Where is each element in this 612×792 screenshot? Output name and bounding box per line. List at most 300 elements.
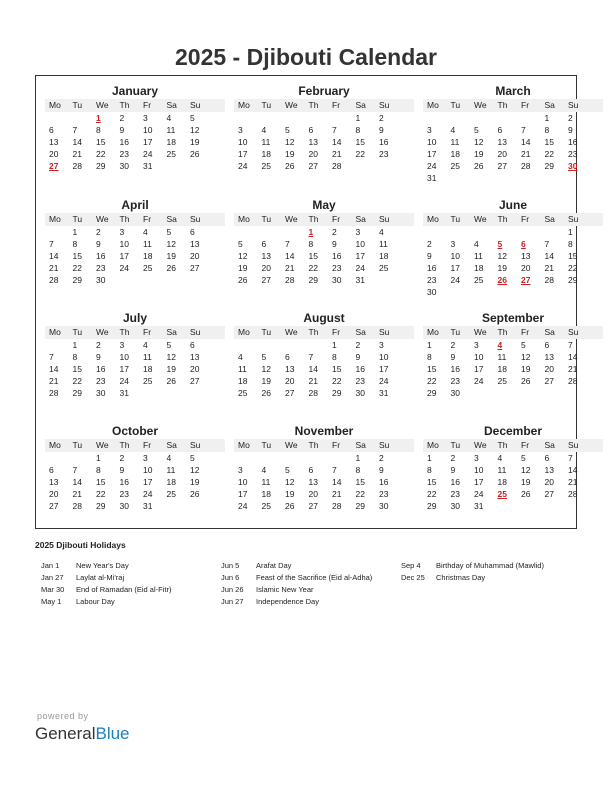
day-cell: 31 [355,275,365,285]
day-cell: 1 [427,453,432,463]
day-cell: 11 [143,239,152,249]
day-cell: 12 [190,125,200,135]
holiday-day-cell: 1 [96,113,101,123]
day-cell: 10 [450,251,460,261]
day-cell: 13 [308,137,318,147]
day-cell: 11 [261,137,271,147]
day-cell: 28 [568,489,578,499]
empty-cell [517,226,541,238]
day-cell: 4 [261,465,267,475]
weekday-label: Su [190,100,201,110]
day-cell: 6 [497,125,503,135]
day-cell: 12 [238,251,248,261]
day-cell: 21 [285,263,295,273]
weekday-label: Sa [544,440,555,450]
weekday-label: Su [190,327,201,337]
day-cell: 21 [308,376,318,386]
day-cell: 29 [544,161,554,171]
day-cell: 14 [521,137,531,147]
day-cell: 19 [521,364,531,374]
day-cell: 6 [308,465,314,475]
day-cell: 9 [379,125,384,135]
empty-cell [470,226,494,238]
day-cell: 6 [190,227,195,237]
day-cell: 10 [119,352,129,362]
day-cell: 23 [119,489,129,499]
day-cell: 26 [190,149,200,159]
month-name: November [294,424,354,438]
month-name: December [483,424,543,438]
weekday-header [423,99,603,112]
weekday-label: Su [568,214,579,224]
weekday-label: Mo [238,214,250,224]
day-cell: 27 [285,388,295,398]
weekday-label: Sa [166,100,177,110]
weekday-label: Fr [143,440,152,450]
day-cell: 12 [497,251,507,261]
day-cell: 21 [521,149,531,159]
day-cell: 22 [427,376,437,386]
weekday-label: Th [119,440,130,450]
empty-cell [423,112,447,124]
weekday-label: Fr [332,327,341,337]
weekday-label: Su [379,327,390,337]
weekday-label: Tu [72,327,83,337]
day-cell: 19 [261,376,271,386]
holidays-heading: 2025 Djibouti Holidays [35,540,126,550]
day-cell: 15 [72,364,82,374]
calendar-frame [35,75,577,529]
day-cell: 11 [497,352,507,362]
day-cell: 14 [308,364,318,374]
weekday-label: Th [497,100,508,110]
day-cell: 11 [261,477,271,487]
day-cell: 5 [166,227,172,237]
day-cell: 16 [379,477,389,487]
day-cell: 13 [190,239,200,249]
holiday-name: Christmas Day [436,573,486,582]
day-cell: 18 [261,149,271,159]
weekday-header [423,439,603,452]
day-cell: 21 [332,489,342,499]
day-cell: 18 [143,251,153,261]
day-cell: 9 [427,251,432,261]
weekday-label: We [285,214,298,224]
day-cell: 14 [285,251,295,261]
day-cell: 28 [72,501,82,511]
empty-cell [281,452,305,464]
weekday-label: Mo [427,327,439,337]
day-cell: 3 [474,453,479,463]
day-cell: 21 [568,477,578,487]
day-cell: 11 [166,125,176,135]
day-cell: 18 [166,137,176,147]
day-cell: 25 [166,149,176,159]
holiday-name: Independence Day [256,597,319,606]
day-cell: 8 [72,239,78,249]
day-cell: 11 [238,364,247,374]
weekday-label: Tu [261,100,272,110]
day-cell: 24 [427,161,437,171]
month-september [423,311,603,399]
day-cell: 16 [119,137,129,147]
weekday-label: Mo [238,100,250,110]
day-cell: 21 [49,376,59,386]
weekday-label: Th [497,327,508,337]
day-cell: 18 [238,376,248,386]
day-cell: 2 [450,453,456,463]
day-cell: 17 [427,149,437,159]
empty-cell [517,112,541,124]
day-cell: 27 [190,376,200,386]
empty-cell [305,452,329,464]
day-cell: 29 [96,161,106,171]
day-cell: 17 [450,263,460,273]
weekday-label: Tu [72,440,83,450]
weekday-label: Fr [143,327,152,337]
empty-cell [305,339,329,351]
month-name: April [121,198,149,212]
month-august [234,311,414,399]
empty-cell [541,226,565,238]
day-cell: 18 [261,489,271,499]
weekday-label: Sa [355,440,366,450]
holiday-name: Labour Day [76,597,115,606]
day-cell: 22 [72,376,82,386]
weekday-label: Sa [166,440,177,450]
day-cell: 1 [355,453,361,463]
day-cell: 7 [308,352,314,362]
day-cell: 25 [497,376,507,386]
day-cell: 20 [190,364,200,374]
day-cell: 8 [96,125,101,135]
empty-cell [234,226,258,238]
day-cell: 26 [238,275,248,285]
weekday-label: We [285,100,298,110]
holiday-day-cell: 27 [521,275,531,285]
empty-cell [258,452,282,464]
empty-cell [328,112,352,124]
day-cell: 13 [285,364,295,374]
weekday-label: Sa [355,214,366,224]
day-cell: 15 [427,477,437,487]
day-cell: 24 [450,275,460,285]
day-cell: 11 [166,465,176,475]
day-cell: 18 [497,477,507,487]
weekday-label: Tu [450,440,461,450]
day-cell: 16 [568,137,578,147]
day-cell: 19 [521,477,531,487]
day-cell: 17 [119,251,129,261]
day-cell: 13 [544,465,554,475]
day-cell: 25 [450,161,460,171]
weekday-label: We [96,214,109,224]
day-cell: 30 [427,287,437,297]
day-cell: 19 [497,263,507,273]
day-cell: 16 [96,251,106,261]
day-cell: 7 [568,340,573,350]
day-grid [423,112,603,184]
day-cell: 22 [355,489,365,499]
day-cell: 24 [474,376,484,386]
weekday-label: Th [308,440,319,450]
day-cell: 14 [332,137,342,147]
weekday-label: Su [379,214,390,224]
day-cell: 6 [308,125,314,135]
day-cell: 12 [285,477,295,487]
day-cell: 25 [166,489,176,499]
day-cell: 11 [450,137,460,147]
weekday-label: Sa [166,214,177,224]
weekday-label: We [474,327,487,337]
day-cell: 20 [49,149,59,159]
day-cell: 12 [166,352,176,362]
day-cell: 20 [544,364,554,374]
holiday-list-item [41,572,171,584]
day-cell: 6 [49,465,54,475]
day-cell: 16 [427,263,437,273]
weekday-label: Tu [261,327,272,337]
weekday-label: Mo [49,327,61,337]
day-cell: 15 [72,251,82,261]
weekday-label: Tu [450,214,461,224]
empty-cell [328,452,352,464]
day-cell: 16 [450,364,460,374]
month-december [423,424,603,512]
day-grid [423,339,603,399]
day-cell: 4 [238,352,243,362]
day-cell: 20 [308,149,318,159]
day-cell: 24 [119,263,129,273]
holiday-day-cell: 1 [308,227,314,237]
month-june [423,198,603,298]
day-cell: 5 [261,352,267,362]
day-cell: 23 [96,263,106,273]
day-cell: 25 [261,501,271,511]
brand-general: General [35,724,96,743]
day-cell: 5 [285,125,290,135]
day-cell: 14 [72,137,82,147]
day-cell: 10 [238,137,248,147]
day-cell: 10 [143,465,153,475]
weekday-label: Mo [49,214,61,224]
day-cell: 9 [568,125,573,135]
day-cell: 22 [72,263,82,273]
day-cell: 26 [166,376,176,386]
day-cell: 6 [544,340,550,350]
day-cell: 30 [119,161,129,171]
empty-cell [281,339,305,351]
weekday-label: Mo [427,100,439,110]
day-cell: 18 [450,149,460,159]
holiday-name: End of Ramadan (Eid al-Fitr) [76,585,172,594]
weekday-label: We [285,327,298,337]
day-grid [423,452,603,512]
day-grid [234,452,414,512]
month-name: June [498,198,527,212]
empty-cell [234,452,258,464]
day-cell: 24 [474,489,484,499]
day-cell: 1 [332,340,337,350]
day-cell: 30 [332,275,342,285]
day-cell: 25 [379,263,389,273]
day-cell: 25 [143,376,153,386]
day-cell: 22 [544,149,554,159]
day-cell: 20 [544,477,554,487]
day-cell: 29 [96,501,106,511]
holiday-name: Feast of the Sacrifice (Eid al-Adha) [256,573,373,582]
empty-cell [447,112,471,124]
day-cell: 4 [166,453,172,463]
empty-cell [45,339,69,351]
day-cell: 31 [143,501,153,511]
day-cell: 9 [450,465,456,475]
day-cell: 30 [96,275,106,285]
day-cell: 6 [49,125,54,135]
day-cell: 27 [308,161,318,171]
empty-cell [494,112,518,124]
day-cell: 9 [96,239,101,249]
day-cell: 19 [285,149,295,159]
day-cell: 1 [355,113,361,123]
day-cell: 15 [568,251,578,261]
day-cell: 29 [568,275,578,285]
weekday-label: Sa [355,327,366,337]
day-cell: 3 [427,125,432,135]
day-cell: 7 [544,239,550,249]
day-cell: 23 [379,149,389,159]
holiday-list-item [221,584,372,596]
day-cell: 12 [474,137,484,147]
weekday-header [45,99,225,112]
day-cell: 12 [166,239,176,249]
day-cell: 19 [166,251,176,261]
holiday-date: Jun 6 [221,573,240,582]
day-cell: 4 [474,239,479,249]
month-february [234,84,414,172]
empty-cell [423,226,447,238]
day-cell: 8 [568,239,573,249]
weekday-label: Mo [238,440,250,450]
day-cell: 7 [521,125,526,135]
weekday-label: Fr [521,214,530,224]
day-cell: 9 [450,352,456,362]
day-cell: 23 [355,376,365,386]
weekday-label: We [474,214,487,224]
empty-cell [305,112,329,124]
day-cell: 24 [355,263,365,273]
weekday-header [45,213,225,226]
holiday-list-item [221,572,372,584]
day-cell: 21 [332,149,342,159]
day-cell: 28 [72,161,82,171]
month-name: March [495,84,531,98]
day-cell: 18 [379,251,389,261]
day-cell: 14 [49,251,59,261]
day-cell: 8 [355,465,361,475]
day-cell: 2 [332,227,337,237]
day-cell: 3 [379,340,384,350]
weekday-label: Sa [544,327,555,337]
day-cell: 7 [72,465,78,475]
generalblue-logo[interactable] [35,724,130,744]
weekday-label: Mo [238,327,250,337]
day-cell: 14 [332,477,342,487]
day-cell: 2 [427,239,432,249]
day-cell: 19 [474,149,484,159]
day-cell: 28 [49,275,59,285]
day-cell: 29 [72,275,82,285]
holiday-list-column [401,560,544,584]
day-cell: 7 [49,239,54,249]
weekday-header [45,326,225,339]
weekday-label: Th [119,327,130,337]
empty-cell [281,112,305,124]
day-cell: 17 [238,149,248,159]
day-cell: 5 [190,113,195,123]
empty-cell [45,112,69,124]
day-cell: 15 [355,477,365,487]
day-cell: 17 [238,489,248,499]
empty-cell [258,339,282,351]
day-cell: 18 [143,364,153,374]
holiday-day-cell: 27 [49,161,59,171]
weekday-label: Mo [427,214,439,224]
day-cell: 10 [474,465,484,475]
day-cell: 17 [379,364,389,374]
day-cell: 2 [355,340,361,350]
day-cell: 3 [474,340,479,350]
day-cell: 28 [308,388,318,398]
day-cell: 28 [332,501,342,511]
day-cell: 5 [190,453,195,463]
day-cell: 21 [72,149,82,159]
day-cell: 13 [261,251,271,261]
holiday-list-item [41,596,171,608]
day-cell: 30 [119,501,129,511]
day-cell: 22 [427,489,437,499]
weekday-label: We [96,100,109,110]
weekday-label: Su [190,440,201,450]
empty-cell [69,452,93,464]
weekday-label: Tu [72,214,83,224]
day-cell: 23 [96,376,106,386]
day-cell: 24 [238,501,248,511]
holiday-day-cell: 25 [497,489,507,499]
day-cell: 29 [72,388,82,398]
day-cell: 2 [450,340,456,350]
day-cell: 23 [427,275,437,285]
day-cell: 30 [450,388,460,398]
day-cell: 22 [332,376,342,386]
day-cell: 10 [355,239,365,249]
page-title: 2025 - Djibouti Calendar [174,44,437,70]
day-cell: 27 [544,376,554,386]
month-november [234,424,414,512]
day-cell: 28 [544,275,554,285]
day-cell: 11 [497,465,507,475]
month-january [45,84,225,172]
day-cell: 15 [332,364,342,374]
holiday-name: Birthday of Muhammad (Mawlid) [436,561,544,570]
day-cell: 26 [285,161,295,171]
day-grid [45,339,225,399]
day-cell: 8 [72,352,78,362]
day-cell: 9 [119,465,125,475]
day-cell: 8 [427,352,432,362]
day-cell: 22 [568,263,578,273]
day-cell: 1 [544,113,550,123]
